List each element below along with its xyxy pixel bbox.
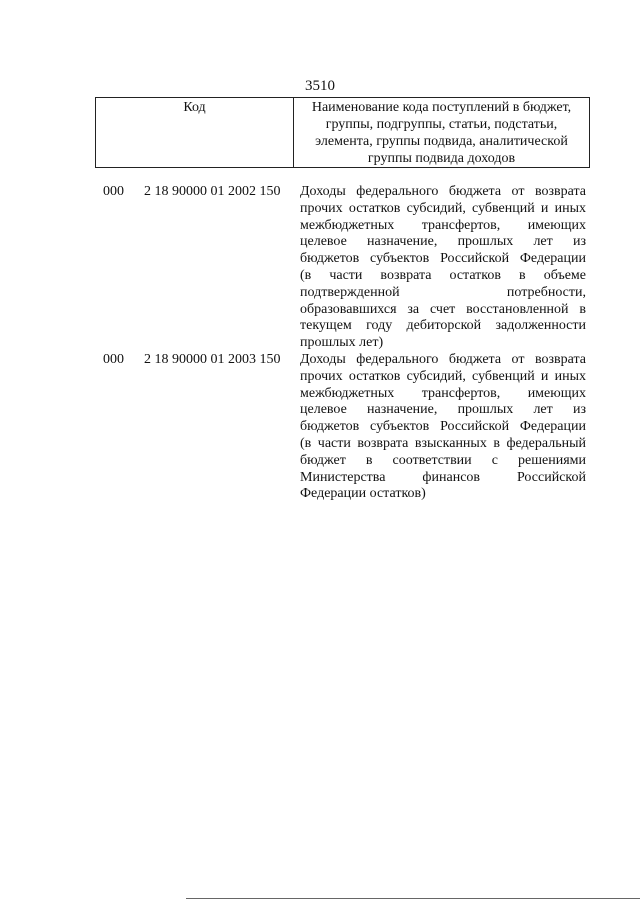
page-number: 3510 <box>305 78 335 94</box>
income-code-row <box>0 184 640 352</box>
header-name-cell <box>294 98 590 168</box>
header-name-line: группы подвида доходов <box>367 151 516 166</box>
description-line: (в части возврата взысканных в федеральный <box>300 435 586 451</box>
description-line: Федерации остатков) <box>300 486 426 502</box>
description-line: целевое назначение, прошлых лет из <box>300 234 586 250</box>
description-line: прочих остатков субсидий, субвенций и иных <box>300 368 586 384</box>
description-line: межбюджетных трансфертов, имеющих <box>300 385 586 401</box>
header-name-line: Наименование кода поступлений в бюджет, <box>311 100 572 115</box>
description-line: прошлых лет) <box>300 335 384 351</box>
admin-code: 000 <box>103 184 124 199</box>
description-line: образовавшихся за счет восстановленной в <box>300 301 586 317</box>
description-line: прочих остатков субсидий, субвенций и иных <box>300 200 586 216</box>
income-description <box>300 184 586 352</box>
income-description <box>300 352 586 503</box>
header-code-cell <box>96 98 294 168</box>
description-line: Министерства финансов Российской <box>300 469 586 485</box>
description-line: бюджетов субъектов Российской Федерации <box>300 251 586 267</box>
description-line: целевое назначение, прошлых лет из <box>300 402 586 418</box>
page-bottom-edge <box>186 898 640 899</box>
budget-code: 2 18 90000 01 2003 150 <box>144 351 281 367</box>
income-code-row <box>0 352 640 503</box>
description-line: бюджет в соответствии с решениями <box>300 452 586 468</box>
header-name-line: элемента, группы подвида, аналитической <box>315 134 568 149</box>
header-table <box>95 97 590 168</box>
header-code-label: Код <box>183 100 206 115</box>
description-line: межбюджетных трансфертов, имеющих <box>300 217 586 233</box>
description-line: подтвержденной потребности, <box>300 284 586 300</box>
description-line: текущем году дебиторской задолженности <box>300 318 586 334</box>
description-line: бюджетов субъектов Российской Федерации <box>300 419 586 435</box>
income-code-list <box>0 184 640 503</box>
header-name-line: группы, подгруппы, статьи, подстатьи, <box>325 117 558 132</box>
description-line: (в части возврата остатков в объеме <box>300 267 586 283</box>
description-line: Доходы федерального бюджета от возврата <box>300 351 586 367</box>
admin-code: 000 <box>103 351 124 367</box>
description-line: Доходы федерального бюджета от возврата <box>300 184 586 199</box>
budget-code: 2 18 90000 01 2002 150 <box>144 184 281 199</box>
